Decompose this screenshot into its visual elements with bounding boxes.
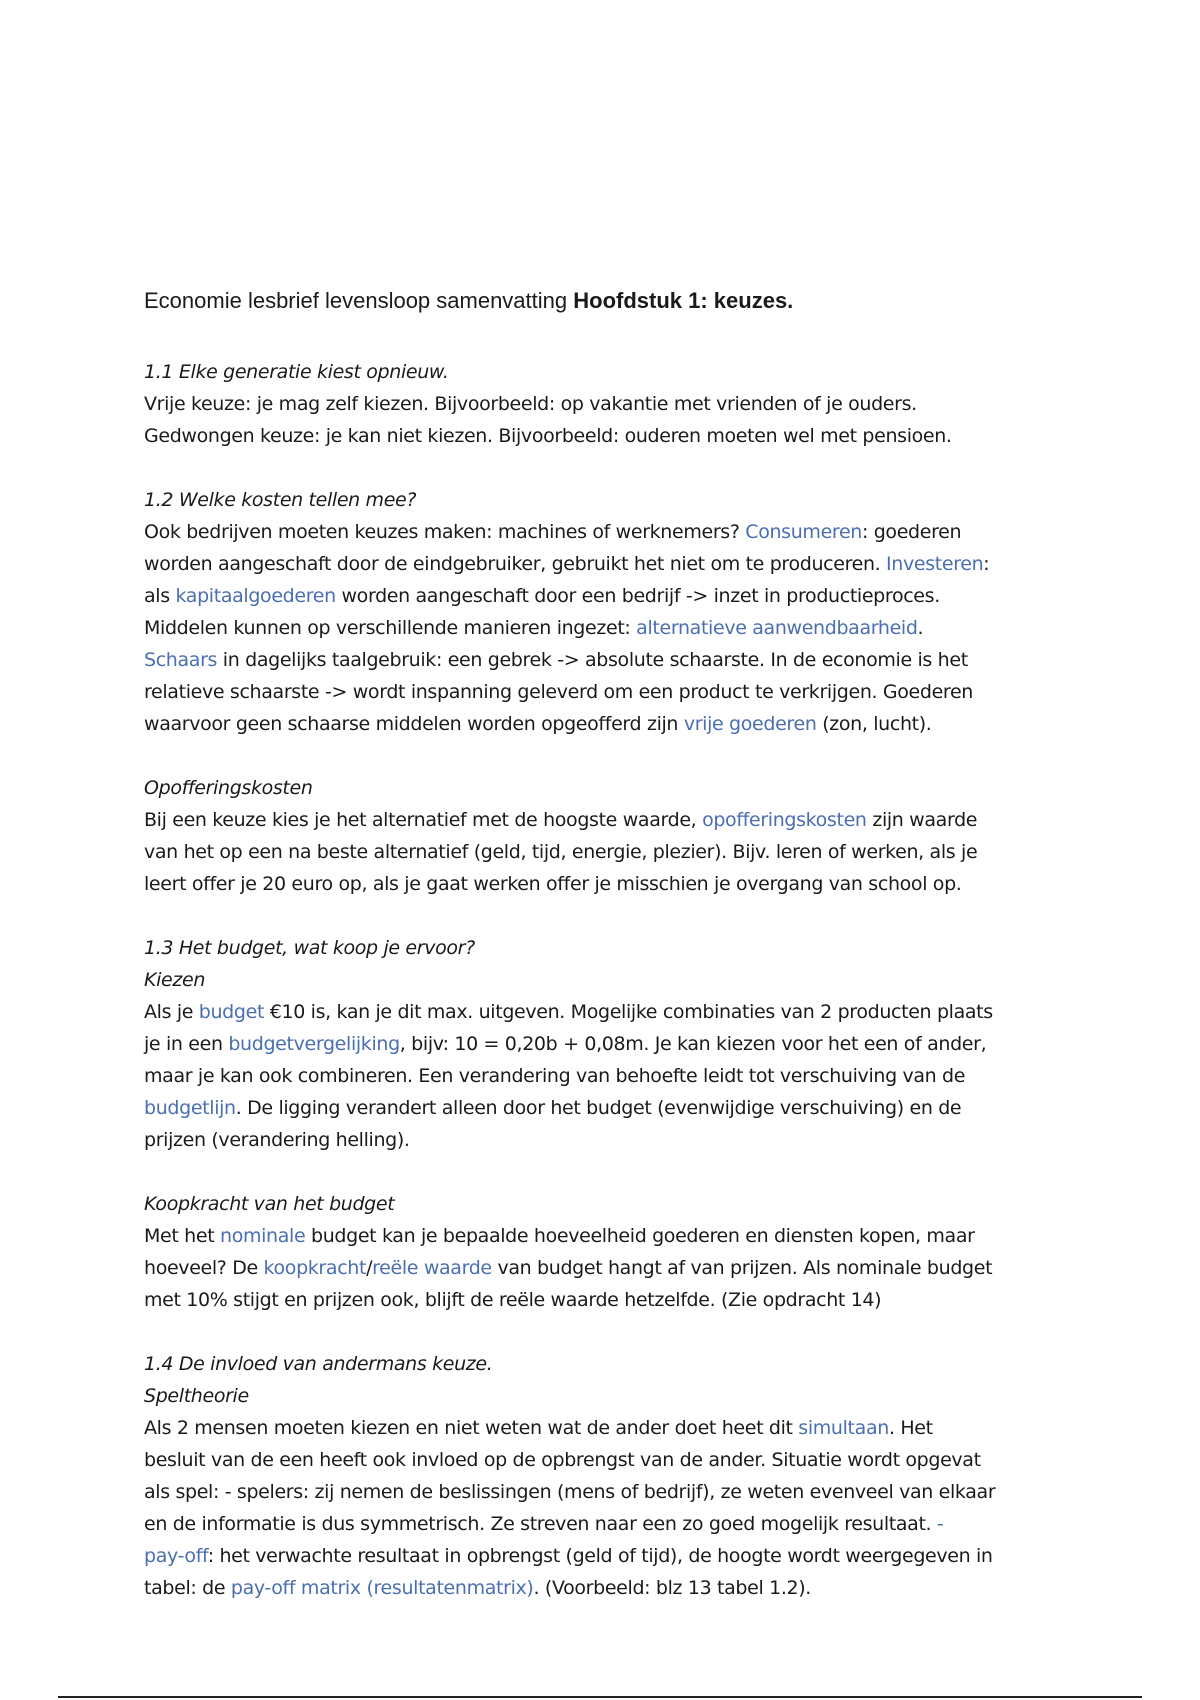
text-segment: Opofferingskosten bbox=[144, 777, 313, 799]
text-line bbox=[144, 1124, 1074, 1156]
key-term: - bbox=[936, 1513, 944, 1535]
text-line bbox=[144, 1476, 1074, 1508]
blank-line bbox=[144, 900, 1074, 932]
footer-divider bbox=[58, 1696, 1142, 1698]
text-line bbox=[144, 1412, 1074, 1444]
key-term: budgetvergelijking bbox=[228, 1033, 400, 1055]
text-segment: Ook bedrijven moeten keuzes maken: machines of werknemers? bbox=[144, 521, 746, 543]
text-line bbox=[144, 388, 1074, 420]
section-heading bbox=[144, 1348, 1074, 1380]
page-title-chapter: Hoofdstuk 1: keuzes. bbox=[573, 288, 794, 313]
text-segment: tabel: de bbox=[144, 1577, 231, 1599]
text-segment: . bbox=[917, 617, 924, 639]
key-term: Schaars bbox=[144, 649, 218, 671]
text-segment: Middelen kunnen op verschillende manieren ingezet: bbox=[144, 617, 637, 639]
key-term: opofferingskosten bbox=[702, 809, 867, 831]
text-segment: (zon, lucht). bbox=[816, 713, 932, 735]
text-line bbox=[144, 644, 1074, 676]
text-line bbox=[144, 612, 1074, 644]
text-segment: 1.1 Elke generatie kiest opnieuw. bbox=[144, 361, 449, 383]
key-term: budgetlijn bbox=[144, 1097, 236, 1119]
key-term: Investeren bbox=[886, 553, 984, 575]
text-segment: en de informatie is dus symmetrisch. Ze streven naar een zo goed mogelijk resultaat. bbox=[144, 1513, 937, 1535]
key-term: pay-off matrix (resultatenmatrix) bbox=[230, 1577, 534, 1599]
text-segment: budget kan je bepaalde hoeveelheid goederen en diensten kopen, maar bbox=[305, 1225, 975, 1247]
section-heading bbox=[144, 356, 1074, 388]
text-line bbox=[144, 548, 1074, 580]
text-segment: : het verwachte resultaat in opbrengst (geld of tijd), de hoogte wordt weergegeven in bbox=[207, 1545, 993, 1567]
text-line bbox=[144, 1220, 1074, 1252]
text-segment: als bbox=[144, 585, 176, 607]
text-segment: van budget hangt af van prijzen. Als nominale budget bbox=[491, 1257, 993, 1279]
text-segment: met 10% stijgt en prijzen ook, blijft de reële waarde hetzelfde. (Zie opdracht 14) bbox=[144, 1289, 882, 1311]
blank-line bbox=[144, 740, 1074, 772]
text-line bbox=[144, 420, 1074, 452]
text-line bbox=[144, 996, 1074, 1028]
key-term: simultaan bbox=[798, 1417, 889, 1439]
text-segment: / bbox=[366, 1257, 373, 1279]
key-term: budget bbox=[198, 1001, 265, 1023]
text-segment: . Het bbox=[888, 1417, 933, 1439]
text-segment: . De ligging verandert alleen door het budget (evenwijdige verschuiving) en de bbox=[235, 1097, 962, 1119]
text-segment: worden aangeschaft door een bedrijf -> inzet in productieproces. bbox=[335, 585, 940, 607]
text-line bbox=[144, 676, 1074, 708]
text-segment: worden aangeschaft door de eindgebruiker, gebruikt het niet om te produceren. bbox=[144, 553, 887, 575]
blank-line bbox=[144, 1316, 1074, 1348]
text-segment: 1.3 Het budget, wat koop je ervoor? bbox=[144, 937, 475, 959]
text-segment: . (Voorbeeld: blz 13 tabel 1.2). bbox=[533, 1577, 811, 1599]
text-line bbox=[144, 1508, 1074, 1540]
text-segment: : bbox=[983, 553, 990, 575]
text-segment: Kiezen bbox=[144, 969, 206, 991]
text-segment: Als je bbox=[144, 1001, 199, 1023]
text-segment: waarvoor geen schaarse middelen worden opgeofferd zijn bbox=[144, 713, 684, 735]
key-term: Consumeren bbox=[745, 521, 862, 543]
key-term: alternatieve aanwendbaarheid bbox=[636, 617, 918, 639]
text-segment: in dagelijks taalgebruik: een gebrek -> absolute schaarste. In de economie is het bbox=[217, 649, 968, 671]
key-term: pay-off bbox=[144, 1545, 208, 1567]
section-heading bbox=[144, 1380, 1074, 1412]
text-segment: besluit van de een heeft ook invloed op de opbrengst van de ander. Situatie wordt opgevat bbox=[144, 1449, 981, 1471]
text-line bbox=[144, 1028, 1074, 1060]
text-segment: van het op een na beste alternatief (geld, tijd, energie, plezier). Bijv. leren of werken, als je bbox=[144, 841, 978, 863]
text-line bbox=[144, 1444, 1074, 1476]
page-title-prefix: Economie lesbrief levensloop samenvatting bbox=[144, 288, 574, 313]
text-segment: je in een bbox=[144, 1033, 229, 1055]
text-line bbox=[144, 708, 1074, 740]
section-heading bbox=[144, 932, 1074, 964]
text-segment: als spel: - spelers: zij nemen de beslissingen (mens of bedrijf), ze weten evenveel van elkaar bbox=[144, 1481, 996, 1503]
section-heading bbox=[144, 484, 1074, 516]
text-segment: , bijv: 10 = 0,20b + 0,08m. Je kan kiezen voor het een of ander, bbox=[399, 1033, 987, 1055]
key-term: vrije goederen bbox=[683, 713, 817, 735]
text-line bbox=[144, 1540, 1074, 1572]
text-segment: 1.4 De invloed van andermans keuze. bbox=[144, 1353, 493, 1375]
text-segment: Vrije keuze: je mag zelf kiezen. Bijvoorbeeld: op vakantie met vrienden of je ouders. bbox=[144, 393, 917, 415]
text-line bbox=[144, 804, 1074, 836]
text-line bbox=[144, 836, 1074, 868]
text-segment: leert offer je 20 euro op, als je gaat werken offer je misschien je overgang van school op. bbox=[144, 873, 962, 895]
text-line bbox=[144, 1572, 1074, 1604]
key-term: nominale bbox=[220, 1225, 306, 1247]
text-line bbox=[144, 580, 1074, 612]
blank-line bbox=[144, 1156, 1074, 1188]
text-segment: Bij een keuze kies je het alternatief met de hoogste waarde, bbox=[144, 809, 703, 831]
text-line bbox=[144, 1060, 1074, 1092]
text-segment: relatieve schaarste -> wordt inspanning geleverd om een product te verkrijgen. Goederen bbox=[144, 681, 974, 703]
text-segment: hoeveel? De bbox=[144, 1257, 264, 1279]
text-line bbox=[144, 516, 1074, 548]
text-segment: zijn waarde bbox=[866, 809, 978, 831]
key-term: kapitaalgoederen bbox=[175, 585, 336, 607]
text-segment: Koopkracht van het budget bbox=[144, 1193, 395, 1215]
text-segment: 1.2 Welke kosten tellen mee? bbox=[144, 489, 417, 511]
page-title bbox=[144, 287, 793, 315]
blank-line bbox=[144, 452, 1074, 484]
section-heading bbox=[144, 964, 1074, 996]
text-segment: : goederen bbox=[861, 521, 962, 543]
document-body bbox=[144, 356, 1074, 1604]
text-segment: Als 2 mensen moeten kiezen en niet weten wat de ander doet heet dit bbox=[144, 1417, 799, 1439]
text-segment: €10 is, kan je dit max. uitgeven. Mogelijke combinaties van 2 producten plaats bbox=[264, 1001, 993, 1023]
text-segment: prijzen (verandering helling). bbox=[144, 1129, 410, 1151]
key-term: reële waarde bbox=[372, 1257, 492, 1279]
text-segment: Speltheorie bbox=[144, 1385, 249, 1407]
section-heading bbox=[144, 772, 1074, 804]
key-term: koopkracht bbox=[263, 1257, 367, 1279]
text-segment: Gedwongen keuze: je kan niet kiezen. Bijvoorbeeld: ouderen moeten wel met pensioen. bbox=[144, 425, 952, 447]
text-segment: Met het bbox=[144, 1225, 220, 1247]
text-line bbox=[144, 1284, 1074, 1316]
text-segment: maar je kan ook combineren. Een verandering van behoefte leidt tot verschuiving van de bbox=[144, 1065, 966, 1087]
text-line bbox=[144, 1252, 1074, 1284]
section-heading bbox=[144, 1188, 1074, 1220]
text-line bbox=[144, 1092, 1074, 1124]
text-line bbox=[144, 868, 1074, 900]
